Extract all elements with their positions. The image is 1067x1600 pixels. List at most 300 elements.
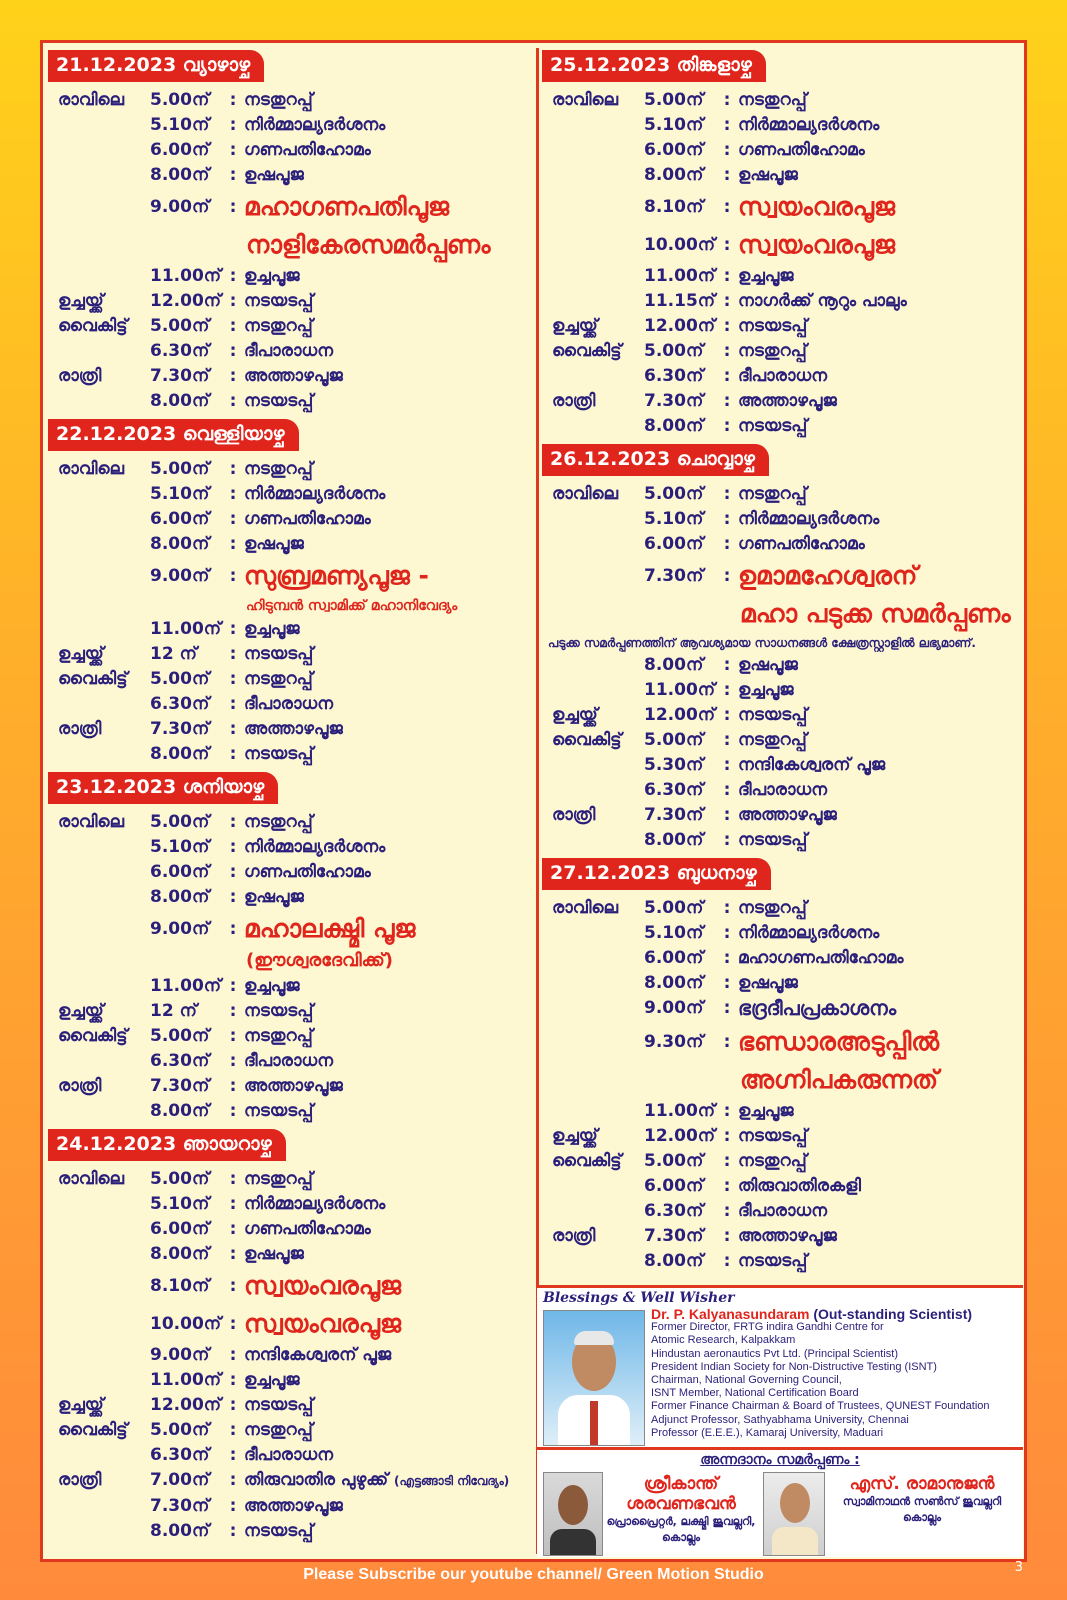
event-name: [244, 339, 530, 364]
time-value: 5.10ന്: [150, 115, 210, 135]
event-text: ഉഷപൂജ: [738, 973, 798, 993]
event-name: [738, 803, 1022, 828]
event-text: നടതുറപ്പ്: [738, 90, 807, 110]
time-value: 8.00ന്: [644, 655, 704, 675]
event-name: [244, 1393, 530, 1418]
colon-separator: :: [229, 1345, 237, 1365]
event-name: [738, 921, 1022, 946]
period-label: ഉച്ചയ്ക്ക്: [552, 1126, 598, 1146]
event-text: ദീപാരാധന: [244, 1445, 333, 1465]
event-continuation: അഗ്നിപകരുന്നത്: [740, 1065, 939, 1094]
period-label: ഉച്ചയ്ക്ക്: [58, 291, 104, 311]
event-text: സ്വയംവരപൂജ: [244, 1271, 402, 1300]
schedule-row: [46, 532, 530, 557]
event-text: നിർമ്മാല്യദർശനം: [244, 837, 386, 857]
colon-separator: :: [229, 862, 237, 882]
time-value: 5.00ന്: [644, 90, 704, 110]
event-text: നടയടപ്പ്: [244, 1395, 314, 1415]
event-text: ദീപാരാധന: [244, 1051, 333, 1071]
schedule-row: [46, 1418, 530, 1443]
time-value: 12.00ന്: [150, 1395, 222, 1415]
event-text: ദീപാരാധന: [738, 366, 827, 386]
schedule-row: [540, 753, 1022, 778]
annadanam-title: അന്നദാനം സമർപ്പണം :: [700, 1452, 860, 1468]
schedule-row: [46, 860, 530, 885]
colon-separator: :: [723, 755, 731, 775]
event-name: [738, 88, 1022, 113]
day-block: [540, 444, 1022, 855]
event-name: [244, 1099, 530, 1124]
schedule-row: [46, 1192, 530, 1217]
event-name: [738, 314, 1022, 339]
event-name: [244, 860, 530, 885]
colon-separator: :: [723, 923, 731, 943]
colon-separator: :: [229, 1051, 237, 1071]
colon-separator: :: [723, 235, 731, 255]
schedule-row: [540, 482, 1022, 507]
event-name: [738, 728, 1022, 753]
event-text: നടയടപ്പ്: [244, 744, 314, 764]
colon-separator: :: [229, 1314, 237, 1334]
colon-separator: :: [229, 669, 237, 689]
event-name: [244, 1468, 530, 1494]
schedule-row: [540, 389, 1022, 414]
event-name: [244, 389, 530, 414]
sponsor1-name: ശ്രീകാന്ത് ശരവണഭവൻ: [626, 1474, 736, 1514]
colon-separator: :: [723, 805, 731, 825]
event-text: സ്വയംവരപൂജ: [738, 192, 896, 221]
event-text: നടതുറപ്പ്: [244, 459, 313, 479]
schedule-row: [46, 1393, 530, 1418]
colon-separator: :: [723, 973, 731, 993]
schedule-row: [540, 996, 1022, 1023]
period-label: രാത്രി: [552, 391, 596, 411]
sponsor-2: [827, 1474, 1017, 1526]
colon-separator: :: [229, 1244, 237, 1264]
event-name: [738, 389, 1022, 414]
schedule-row: [46, 138, 530, 163]
time-value: 9.00ന്: [150, 1345, 210, 1365]
schedule-row: [46, 457, 530, 482]
time-value: 11.00ന്: [150, 976, 222, 996]
time-value: 6.30ന്: [644, 1201, 704, 1221]
event-text: സ്വയംവരപൂജ: [244, 1309, 402, 1338]
schedule-row: [46, 717, 530, 742]
blessing-box: [537, 1285, 1023, 1447]
event-text: അത്താഴപൂജ: [244, 1076, 343, 1096]
event-name: [244, 742, 530, 767]
event-name: [738, 507, 1022, 532]
schedule-row: [46, 1024, 530, 1049]
day-header: 23.12.2023 ശനിയാഴ്ച: [48, 772, 278, 804]
event-continuation: നാളികേരസമർപ്പണം: [246, 230, 491, 259]
time-value: 5.00ന്: [644, 1151, 704, 1171]
schedule-row: [540, 896, 1022, 921]
time-value: 5.10ന്: [150, 484, 210, 504]
event-name: [244, 264, 530, 289]
schedule-row: [540, 289, 1022, 314]
time-value: 7.30ന്: [150, 1496, 210, 1516]
sponsor2-line1: സ്വാമിനാഥൻ സൺസ് ജുവല്ലറി: [842, 1495, 1002, 1508]
time-value: 5.00ന്: [150, 1169, 210, 1189]
event-name: [738, 1224, 1022, 1249]
event-name: [738, 896, 1022, 921]
colon-separator: :: [723, 948, 731, 968]
event-text: ഉച്ചപൂജ: [738, 1101, 794, 1121]
time-value: 6.30ന്: [150, 341, 210, 361]
schedule-row: [46, 617, 530, 642]
colon-separator: :: [723, 1176, 731, 1196]
event-name: [738, 971, 1022, 996]
colon-separator: :: [229, 534, 237, 554]
sponsor2-photo: [763, 1472, 825, 1556]
event-name: [738, 138, 1022, 163]
event-name: [244, 667, 530, 692]
event-text: ഗണപതിഹോമം: [738, 534, 865, 554]
event-text: നടയടപ്പ്: [244, 644, 314, 664]
period-label: രാത്രി: [58, 719, 102, 739]
annadanam-box: [537, 1447, 1023, 1557]
event-text: ഉമാമഹേശ്വരന്: [738, 561, 918, 590]
event-name: [244, 482, 530, 507]
schedule-row: [46, 974, 530, 999]
colon-separator: :: [723, 341, 731, 361]
period-label: ഉച്ചയ്ക്ക്: [58, 1395, 104, 1415]
schedule-row: [540, 138, 1022, 163]
day-rows: [540, 890, 1022, 1276]
schedule-row: [46, 264, 530, 289]
day-rows: [46, 82, 530, 416]
event-text: ദീപാരാധന: [738, 1201, 827, 1221]
colon-separator: :: [229, 90, 237, 110]
time-value: 11.00ന്: [644, 680, 716, 700]
event-text: നടയടപ്പ്: [244, 291, 314, 311]
time-value: 5.10ന്: [150, 837, 210, 857]
colon-separator: :: [723, 655, 731, 675]
colon-separator: :: [229, 366, 237, 386]
time-value: 11.00ന്: [150, 1370, 222, 1390]
event-name: [244, 88, 530, 113]
schedule-row: [46, 692, 530, 717]
colon-separator: :: [723, 366, 731, 386]
schedule-row: [540, 314, 1022, 339]
event-text: ഉച്ചപൂജ: [244, 976, 300, 996]
colon-separator: :: [723, 140, 731, 160]
schedule-row: [46, 1267, 530, 1305]
event-text: നടതുറപ്പ്: [244, 1169, 313, 1189]
colon-separator: :: [229, 919, 237, 939]
time-value: 11.00ന്: [644, 266, 716, 286]
event-name: [244, 1267, 530, 1305]
colon-separator: :: [229, 887, 237, 907]
event-name: [244, 1049, 530, 1074]
schedule-row: [540, 678, 1022, 703]
sponsor1-photo: [543, 1472, 603, 1556]
schedule-row: [46, 999, 530, 1024]
time-value: 8.00ന്: [644, 1251, 704, 1271]
schedule-row: [46, 507, 530, 532]
event-text: നടതുറപ്പ്: [738, 730, 807, 750]
event-continuation: (ഈശ്വരദേവിക്ക്): [246, 950, 393, 971]
time-value: 8.00ന്: [150, 391, 210, 411]
event-text: നടയടപ്പ്: [244, 391, 314, 411]
event-name: [244, 810, 530, 835]
credential-line: ISNT Member, National Certification Board: [651, 1387, 859, 1400]
event-subtitle: ഹിടുമ്പൻ സ്വാമിക്ക് മഹാനിവേദ്യം: [246, 598, 458, 614]
event-text: നടയടപ്പ്: [738, 316, 808, 336]
schedule-row: [540, 557, 1022, 595]
time-value: 6.30ന്: [644, 366, 704, 386]
day-header: 27.12.2023 ബുധനാഴ്ച: [542, 858, 771, 890]
credential-line: Professor (E.E.E.), Kamaraj University, Maduari: [651, 1426, 884, 1439]
day-block: [46, 50, 530, 416]
event-text: ഗണപതിഹോമം: [244, 140, 371, 160]
event-text: ഉച്ചപൂജ: [738, 266, 794, 286]
event-name: [738, 1124, 1022, 1149]
event-text: നടയടപ്പ്: [244, 1101, 314, 1121]
colon-separator: :: [229, 115, 237, 135]
event-name: [244, 314, 530, 339]
period-label: ഉച്ചയ്ക്ക്: [552, 316, 598, 336]
schedule-row: [540, 163, 1022, 188]
colon-separator: :: [723, 998, 731, 1018]
colon-separator: :: [229, 1420, 237, 1440]
schedule-row: [46, 339, 530, 364]
time-value: 11.00ന്: [150, 266, 222, 286]
day-block: [46, 1129, 530, 1546]
day-header: 24.12.2023 ഞായറാഴ്ച: [48, 1129, 286, 1161]
colon-separator: :: [229, 1395, 237, 1415]
schedule-row: [46, 1049, 530, 1074]
event-continuation: മഹാ പടുക്ക സമർപ്പണം: [740, 599, 1011, 628]
colon-separator: :: [229, 459, 237, 479]
time-value: 6.00ന്: [644, 140, 704, 160]
time-value: 11.00ന്: [644, 1101, 716, 1121]
schedule-row: [540, 88, 1022, 113]
time-value: 5.00ന്: [150, 1026, 210, 1046]
event-text: ഉച്ചപൂജ: [244, 266, 300, 286]
event-text: ഭദ്രദീപപ്രകാശനം: [738, 996, 897, 1020]
event-text: സുബ്രമണ്യപൂജ -: [244, 561, 429, 590]
time-value: 6.00ന്: [644, 948, 704, 968]
event-text: അത്താഴപൂജ: [244, 1496, 343, 1516]
time-value: 8.00ന്: [150, 887, 210, 907]
event-name: [738, 188, 1022, 226]
colon-separator: :: [229, 566, 237, 586]
time-value: 12.00ന്: [644, 1126, 716, 1146]
time-value: 8.00ന്: [150, 1244, 210, 1264]
time-value: 9.00ന്: [644, 998, 704, 1018]
event-text: ദീപാരാധന: [244, 341, 333, 361]
period-label: വൈകിട്ട്: [58, 669, 128, 689]
time-value: 6.00ന്: [150, 140, 210, 160]
schedule-row: [540, 971, 1022, 996]
time-value: 7.00ന്: [150, 1470, 210, 1490]
schedule-row: [540, 828, 1022, 853]
event-name: [738, 653, 1022, 678]
schedule-row: [540, 1224, 1022, 1249]
schedule-row: [540, 921, 1022, 946]
time-value: 6.00ന്: [644, 1176, 704, 1196]
period-label: വൈകിട്ട്: [552, 341, 622, 361]
blessing-details: [651, 1308, 1019, 1440]
day-rows: [46, 804, 530, 1126]
event-text: നടതുറപ്പ്: [244, 812, 313, 832]
scientist-name: Dr. P. Kalyanasundaram (Out-standing Scientist): [651, 1306, 973, 1322]
schedule-row: [46, 1368, 530, 1393]
event-name: [244, 885, 530, 910]
day-rows: [540, 476, 1022, 855]
time-value: 8.00ന്: [150, 1101, 210, 1121]
schedule-row: [46, 1305, 530, 1343]
schedule-row: [46, 557, 530, 595]
event-name: [738, 557, 1022, 595]
event-text: നടതുറപ്പ്: [244, 1420, 313, 1440]
schedule-row: [540, 1174, 1022, 1199]
time-value: 6.30ന്: [644, 780, 704, 800]
event-text: ഉഷപൂജ: [244, 534, 304, 554]
schedule-row: [540, 414, 1022, 439]
event-name: [244, 113, 530, 138]
schedule-row: [46, 1468, 530, 1494]
event-text: അത്താഴപൂജ: [738, 805, 837, 825]
colon-separator: :: [229, 976, 237, 996]
time-value: 12 ന്: [150, 644, 197, 664]
event-name: [738, 828, 1022, 853]
event-name: [738, 1174, 1022, 1199]
period-label: രാത്രി: [58, 1470, 102, 1490]
colon-separator: :: [723, 391, 731, 411]
event-text: നന്ദികേശ്വരന് പൂജ: [738, 755, 886, 775]
schedule-row: [46, 1217, 530, 1242]
credential-line: Hindustan aeronautics Pvt Ltd. (Principal Scientist): [651, 1347, 899, 1360]
colon-separator: :: [723, 316, 731, 336]
event-notice: പടുക്ക സമർപ്പണത്തിന് ആവശ്യമായ സാധനങ്ങൾ ക്ഷേത്രസ്റ്റാളിൽ ലഭ്യമാണ്.: [548, 636, 976, 650]
credential-line: Chairman, National Governing Council,: [651, 1374, 842, 1387]
event-text: ഗണപതിഹോമം: [244, 509, 371, 529]
event-name: [244, 457, 530, 482]
time-value: 7.30ന്: [644, 566, 704, 586]
time-value: 5.10ന്: [150, 1194, 210, 1214]
event-text: നടതുറപ്പ്: [738, 1151, 807, 1171]
scientist-photo: [543, 1310, 645, 1446]
event-name: [738, 778, 1022, 803]
event-text: ഉച്ചപൂജ: [244, 619, 300, 639]
event-text: സ്വയംവരപൂജ: [738, 230, 896, 259]
event-text: ഭണ്ഡാരഅടുപ്പിൽ: [738, 1027, 940, 1056]
period-label: ഉച്ചയ്ക്ക്: [58, 644, 104, 664]
schedule-row: [46, 1494, 530, 1519]
colon-separator: :: [229, 197, 237, 217]
period-label: രാവിലെ: [58, 459, 125, 479]
event-name: [738, 1249, 1022, 1274]
sponsor2-line2: കൊല്ലം: [903, 1511, 941, 1524]
schedule-row: [46, 314, 530, 339]
schedule-row: [46, 1099, 530, 1124]
day-header: 25.12.2023 തിങ്കളാഴ്ച: [542, 50, 766, 82]
event-name: [244, 1494, 530, 1519]
time-value: 6.30ന്: [150, 1445, 210, 1465]
time-value: 9.00ന്: [150, 919, 210, 939]
time-value: 6.00ന്: [150, 1219, 210, 1239]
event-name: [244, 999, 530, 1024]
time-value: 12.00ന്: [644, 705, 716, 725]
time-value: 7.30ന്: [644, 1226, 704, 1246]
schedule-row: [46, 667, 530, 692]
blessing-title: Blessings & Well Wisher: [543, 1290, 735, 1306]
time-value: 10.00ന്: [644, 235, 716, 255]
schedule-row: [540, 226, 1022, 264]
schedule-row: [46, 885, 530, 910]
event-text: മഹാഗണപതിഹോമം: [738, 948, 904, 968]
credential-line: President Indian Society for Non-Distructive Testing (ISNT): [651, 1360, 937, 1373]
schedule-row: [46, 364, 530, 389]
period-label: രാവിലെ: [58, 812, 125, 832]
day-block: [46, 772, 530, 1126]
period-label: രാത്രി: [58, 1076, 102, 1096]
event-name: [738, 753, 1022, 778]
colon-separator: :: [229, 1169, 237, 1189]
event-name: [738, 996, 1022, 1023]
event-text: നിർമ്മാല്യദർശനം: [738, 509, 880, 529]
schedule-row: [540, 946, 1022, 971]
event-name: [738, 1199, 1022, 1224]
event-text: നിർമ്മാല്യദർശനം: [244, 1194, 386, 1214]
event-text: നടതുറപ്പ്: [738, 341, 807, 361]
time-value: 6.30ന്: [150, 694, 210, 714]
event-text: മഹാഗണപതിപൂജ: [244, 192, 449, 221]
colon-separator: :: [723, 484, 731, 504]
time-value: 8.10ന്: [644, 197, 704, 217]
time-value: 12.00ന്: [644, 316, 716, 336]
credential-line: Atomic Research, Kalpakkam: [651, 1334, 796, 1347]
schedule-row: [46, 642, 530, 667]
event-text: തിരുവാതിര പുഴുക്ക്: [244, 1470, 389, 1490]
event-name: [244, 1024, 530, 1049]
schedule-row: [540, 188, 1022, 226]
event-text: നടതുറപ്പ്: [244, 669, 313, 689]
event-text: ഉഷപൂജ: [244, 165, 304, 185]
credential-line: Adjunct Professor, Sathyabhama University, Chennai: [651, 1413, 909, 1426]
event-name: [244, 1443, 530, 1468]
colon-separator: :: [229, 391, 237, 411]
schedule-row: [540, 803, 1022, 828]
schedule-row: [46, 188, 530, 226]
colon-separator: :: [723, 1126, 731, 1146]
schedule-row: [46, 88, 530, 113]
event-text: നടതുറപ്പ്: [244, 90, 313, 110]
period-label: രാത്രി: [552, 1226, 596, 1246]
schedule-row: [46, 1443, 530, 1468]
schedule-row: [540, 113, 1022, 138]
day-rows: [46, 1161, 530, 1546]
event-name: [738, 482, 1022, 507]
colon-separator: :: [229, 812, 237, 832]
day-header: 26.12.2023 ചൊവ്വാഴ്ച: [542, 444, 769, 476]
colon-separator: :: [229, 1496, 237, 1516]
period-label: രാവിലെ: [58, 1169, 125, 1189]
schedule-row: [540, 507, 1022, 532]
colon-separator: :: [229, 509, 237, 529]
time-value: 5.00ന്: [150, 90, 210, 110]
schedule-row: [540, 1023, 1022, 1061]
time-value: 5.10ന്: [644, 923, 704, 943]
period-label: രാവിലെ: [552, 484, 619, 504]
time-value: 8.00ന്: [644, 830, 704, 850]
event-note: (എട്ടങ്ങാടി നിവേദ്യം): [393, 1474, 510, 1488]
schedule-row: [540, 364, 1022, 389]
schedule-row: [540, 1249, 1022, 1274]
